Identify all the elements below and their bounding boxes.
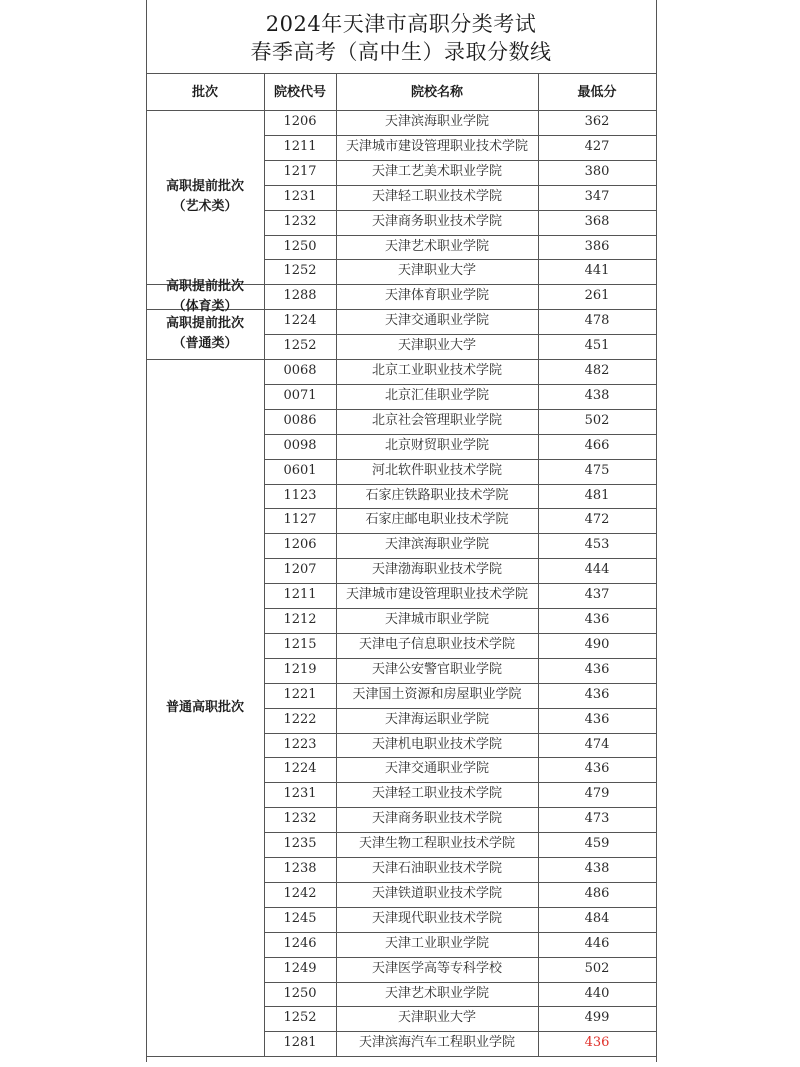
table-border-right: [656, 0, 657, 1062]
school-code: 0071: [283, 387, 317, 403]
min-score: 459: [584, 836, 610, 852]
school-code: 1252: [283, 263, 317, 279]
school-code: 1219: [283, 661, 317, 677]
school-name: 北京汇佳职业学院: [384, 387, 489, 403]
school-name: 天津职业大学: [397, 263, 476, 279]
school-name: 天津职业大学: [397, 1010, 476, 1026]
school-code: 0601: [283, 462, 317, 478]
min-score: 472: [584, 512, 610, 528]
batch-category: （普通类）: [172, 336, 238, 352]
school-code: 1212: [283, 612, 317, 627]
school-name: 石家庄邮电职业技术学院: [365, 512, 509, 528]
min-score: 436: [584, 711, 610, 727]
school-code: 1231: [283, 188, 317, 204]
school-code: 1206: [283, 114, 317, 129]
school-name: 天津艺术职业学院: [384, 985, 489, 1001]
school-name: 天津工业职业学院: [384, 935, 489, 951]
school-code: 1224: [283, 313, 317, 329]
table-bottom-rule: [146, 1056, 656, 1057]
table-border-left: [146, 0, 147, 1062]
min-score: 499: [584, 1010, 610, 1026]
school-code: 1211: [283, 138, 317, 154]
school-code: 1221: [283, 686, 317, 702]
school-name: 天津体育职业学院: [384, 288, 489, 304]
school-name: 天津石油职业技术学院: [371, 861, 502, 876]
school-name: 天津海运职业学院: [384, 711, 489, 727]
min-score: 347: [584, 188, 610, 204]
school-name: 天津滨海职业学院: [384, 537, 489, 553]
min-score: 466: [584, 437, 610, 453]
min-score: 440: [584, 985, 610, 1001]
min-score: 444: [584, 562, 610, 578]
school-code: 1252: [283, 338, 317, 354]
header-school-code: 院校代号: [273, 85, 326, 100]
school-code: 0068: [283, 363, 317, 378]
school-code: 1246: [283, 935, 317, 951]
school-name: 天津城市职业学院: [384, 612, 489, 627]
school-code: 1288: [283, 288, 317, 304]
school-code: 1252: [283, 1010, 317, 1026]
school-name: 天津艺术职业学院: [384, 238, 489, 254]
school-code: 1242: [283, 885, 317, 901]
min-score: 481: [584, 487, 610, 503]
school-name: 天津交通职业学院: [384, 313, 489, 329]
batch-label: [146, 277, 264, 317]
min-score: 380: [584, 163, 610, 179]
min-score: 436: [584, 686, 610, 702]
school-name: 天津铁道职业技术学院: [371, 885, 502, 901]
school-code: 0086: [283, 412, 317, 428]
school-name: 天津电子信息职业技术学院: [358, 636, 515, 652]
school-code: 1215: [283, 636, 317, 652]
min-score: 441: [584, 263, 610, 279]
batch-label: [146, 177, 264, 217]
school-name: 天津渤海职业技术学院: [371, 562, 502, 578]
min-score: 427: [584, 138, 610, 154]
min-score: 453: [584, 537, 610, 553]
school-code: 1224: [283, 761, 317, 777]
min-score: 479: [584, 786, 610, 802]
batch-category: （艺术类）: [172, 199, 238, 215]
school-code: 1231: [283, 786, 317, 802]
min-score: 261: [584, 288, 610, 304]
min-score: 474: [584, 736, 610, 752]
school-name: 天津城市建设管理职业技术学院: [345, 138, 528, 154]
school-name: 河北软件职业技术学院: [371, 462, 502, 478]
school-name: 天津轻工职业技术学院: [371, 786, 502, 802]
min-score: 446: [584, 935, 610, 951]
header-batch: 批次: [191, 85, 218, 100]
school-code: 1217: [283, 163, 317, 179]
school-name: 天津商务职业技术学院: [371, 213, 502, 229]
school-name: 天津机电职业技术学院: [371, 736, 502, 752]
min-score: 438: [584, 387, 610, 403]
batch-name: 高职提前批次: [165, 179, 244, 195]
min-score: 437: [584, 587, 610, 603]
header-min-score: 最低分: [577, 85, 617, 100]
school-name: 天津滨海职业学院: [384, 114, 489, 129]
school-name: 北京社会管理职业学院: [371, 412, 502, 428]
school-code: 1207: [283, 562, 317, 578]
min-score: 482: [584, 363, 610, 378]
school-code: 1211: [283, 587, 317, 603]
school-code: 1238: [283, 861, 317, 876]
min-score: 362: [584, 114, 610, 129]
school-code: 1245: [283, 910, 317, 926]
header-top-rule: [146, 73, 656, 74]
min-score: 475: [584, 462, 610, 478]
school-name: 天津职业大学: [397, 338, 476, 354]
min-score: 436: [584, 612, 610, 627]
school-name: 天津公安警官职业学院: [371, 661, 502, 677]
min-score: 386: [584, 238, 610, 254]
min-score: 502: [584, 412, 610, 428]
min-score: 368: [584, 213, 610, 229]
school-name: 天津工艺美术职业学院: [371, 163, 502, 179]
school-name: 天津轻工职业技术学院: [371, 188, 502, 204]
school-name: 北京财贸职业学院: [384, 437, 489, 453]
school-code: 1123: [283, 487, 317, 503]
page-subtitle: 春季高考（高中生）录取分数线: [250, 40, 552, 64]
batch-name: 高职提前批次: [165, 316, 244, 332]
min-score: 486: [584, 885, 610, 901]
school-name: 天津生物工程职业技术学院: [358, 836, 515, 852]
school-name: 天津国土资源和房屋职业学院: [352, 686, 522, 702]
school-name: 石家庄铁路职业技术学院: [365, 487, 509, 503]
school-name: 北京工业职业技术学院: [371, 363, 502, 378]
school-code: 0098: [283, 437, 317, 453]
min-score: 484: [584, 910, 610, 926]
school-name: 天津滨海汽车工程职业学院: [358, 1035, 515, 1051]
school-name: 天津现代职业技术学院: [371, 910, 502, 926]
min-score: 451: [584, 338, 610, 354]
school-code: 1232: [283, 213, 317, 229]
min-score: 438: [584, 861, 610, 876]
school-name: 天津商务职业技术学院: [371, 811, 502, 827]
batch-name: 高职提前批次: [165, 278, 244, 294]
min-score: 436: [584, 761, 610, 777]
min-score: 436: [584, 1035, 610, 1051]
min-score: 436: [584, 661, 610, 677]
batch-label: [146, 314, 264, 354]
school-code: 1223: [283, 736, 317, 752]
school-code: 1281: [283, 1035, 317, 1051]
min-score: 478: [584, 313, 610, 329]
school-name: 天津交通职业学院: [384, 761, 489, 777]
min-score: 490: [584, 636, 610, 652]
school-code: 1250: [283, 238, 317, 254]
school-name: 天津城市建设管理职业技术学院: [345, 587, 528, 603]
batch-label: [146, 698, 264, 718]
school-code: 1235: [283, 836, 317, 852]
header-school-name: 院校名称: [410, 85, 463, 100]
page-title: 2024年天津市高职分类考试: [265, 12, 537, 36]
min-score: 502: [584, 960, 610, 976]
batch-category: （体育类）: [172, 298, 238, 314]
school-code: 1250: [283, 985, 317, 1001]
school-code: 1222: [283, 711, 317, 727]
school-code: 1232: [283, 811, 317, 827]
batch-name: 普通高职批次: [165, 699, 244, 715]
school-name: 天津医学高等专科学校: [371, 960, 502, 976]
school-code: 1206: [283, 537, 317, 553]
school-code: 1249: [283, 960, 317, 976]
school-code: 1127: [283, 512, 317, 528]
min-score: 473: [584, 811, 610, 827]
